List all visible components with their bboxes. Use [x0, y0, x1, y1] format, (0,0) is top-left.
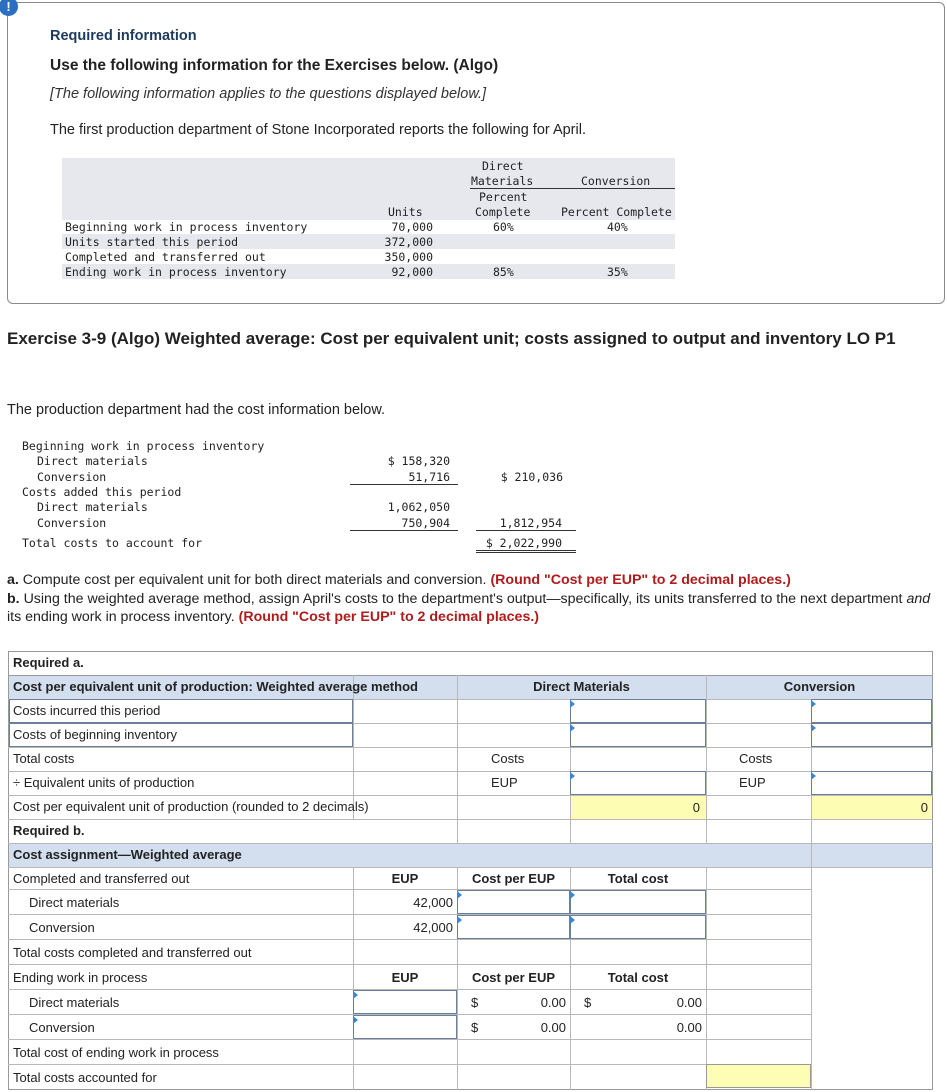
conv-eup-input[interactable] [811, 771, 932, 795]
row-units: 92,000 [391, 265, 433, 279]
completed-conv-cpe-input[interactable] [457, 915, 570, 939]
required-information-heading: Required information [50, 28, 197, 44]
conv-costs-word: Costs [739, 751, 773, 766]
total-label: Total costs to account for [22, 536, 203, 550]
bwip-total: $ 210,036 [500, 470, 563, 484]
costs-incurred-label: Costs incurred this period [13, 703, 161, 718]
ending-dm-cpe: 0.00 [540, 995, 566, 1010]
dm-costs-word: Costs [491, 751, 525, 766]
conv-costs-incurred-input[interactable] [811, 699, 932, 723]
row-conv-pct: 35% [607, 265, 628, 279]
row-conv-pct: 40% [607, 220, 628, 234]
ending-cpe-header: Cost per EUP [471, 970, 556, 985]
total-value: $ 2,022,990 [476, 536, 576, 553]
q-b-and: and [906, 590, 931, 607]
completed-conv-label: Conversion [29, 920, 95, 935]
applies-note: [The following information applies to the questions displayed below.] [50, 86, 487, 102]
ending-total-header: Total cost [607, 970, 669, 985]
dm-complete-label: Complete [475, 205, 531, 219]
bwip-label: Beginning work in process inventory [22, 439, 265, 453]
units-header: Units [388, 205, 423, 219]
row-units: 70,000 [391, 220, 433, 234]
dm-header-mid: Materials [471, 174, 534, 188]
ending-conv-label: Conversion [29, 1020, 95, 1035]
eup-label: ÷ Equivalent units of production [13, 775, 195, 790]
dm-label: Direct materials [37, 454, 148, 468]
completed-dm-label: Direct materials [29, 895, 120, 910]
q-b-text2: its ending work in process inventory. [7, 609, 235, 625]
dm-costs-incurred-input[interactable] [570, 699, 706, 723]
cost-intro-text: The production department had the cost information below. [7, 402, 386, 418]
dm-column-header: Direct Materials [533, 679, 630, 694]
added-label: Costs added this period [22, 485, 182, 499]
q-b-prefix: b. [7, 590, 24, 607]
conv-header: Conversion [581, 174, 651, 188]
q-b-round: (Round "Cost per EUP" to 2 decimal places.) [238, 609, 540, 625]
completed-dm-eup: 42,000 [413, 895, 453, 910]
exercise-title: Exercise 3-9 (Algo) Weighted average: Cost per equivalent unit; costs assigned to output and inventory LO P1 [7, 329, 896, 348]
conv-column-header: Conversion [783, 679, 856, 694]
ending-conv-total: 0.00 [676, 1020, 702, 1035]
dm-eup-word: EUP [491, 775, 518, 790]
required-a-label: Required a. [13, 655, 84, 670]
ending-dm-eup-input[interactable] [353, 990, 457, 1014]
conv-cost-per-eup: 0 [812, 796, 932, 819]
completed-conv-eup: 42,000 [413, 920, 453, 935]
q-a-text: Compute cost per equivalent unit for both direct materials and conversion. [22, 572, 487, 588]
row-units: 350,000 [384, 250, 433, 264]
ending-conv-cpe-dollar: $ [471, 1020, 479, 1035]
ending-dm-cpe-dollar: $ [471, 995, 479, 1010]
ending-eup-header: EUP [391, 970, 419, 985]
row-units: 372,000 [384, 235, 433, 249]
question-text [7, 571, 942, 627]
dm-value: $ 158,320 [387, 454, 450, 468]
intro-text: The first production department of Stone Incorporated reports the following for April. [50, 122, 586, 138]
cost-per-eup-label: Cost per equivalent unit of production (rounded to 2 decimals) [13, 799, 369, 814]
cost-per-eup-header: Cost per EUP [471, 871, 556, 886]
dm-costs-beginning-input[interactable] [570, 723, 706, 747]
completed-conv-total-input[interactable] [570, 915, 706, 939]
q-a-round: (Round "Cost per EUP" to 2 decimal places.) [490, 572, 791, 588]
added-dm-label: Direct materials [37, 500, 148, 514]
row-label: Completed and transferred out [65, 250, 266, 264]
total-cost-header: Total cost [607, 871, 669, 886]
conv-value: 51,716 [350, 470, 458, 485]
total-completed-label: Total costs completed and transferred out [13, 945, 252, 960]
total-costs-label: Total costs [13, 751, 75, 766]
ending-conv-eup-input[interactable] [353, 1015, 457, 1039]
conv-label: Conversion [37, 470, 107, 484]
use-following-heading: Use the following information for the Exercises below. (Algo) [50, 57, 499, 74]
answer-grid [8, 651, 933, 1090]
q-b-text1: Using the weighted average method, assign April's costs to the department's output—specifically, its units transferred to the next department [23, 590, 903, 607]
row-label: Units started this period [65, 235, 239, 249]
a-section-title: Cost per equivalent unit of production: Weighted average method [13, 679, 418, 694]
completed-dm-total-input[interactable] [570, 890, 706, 914]
ending-dm-total: 0.00 [676, 995, 702, 1010]
row-dm-pct: 60% [493, 220, 514, 234]
ending-dm-label: Direct materials [29, 995, 120, 1010]
added-dm-value: 1,062,050 [387, 500, 450, 514]
dm-cost-per-eup: 0 [571, 796, 706, 819]
alert-icon: ! [0, 0, 18, 16]
added-total: 1,812,954 [476, 516, 576, 531]
conv-costs-beginning-input[interactable] [811, 723, 932, 747]
eup-header: EUP [391, 871, 419, 886]
total-ending-label: Total cost of ending work in process [13, 1045, 219, 1060]
completed-label: Completed and transferred out [13, 871, 190, 886]
row-dm-pct: 85% [493, 265, 514, 279]
costs-beginning-label: Costs of beginning inventory [13, 727, 178, 742]
conv-eup-word: EUP [739, 775, 766, 790]
total-accounted-label: Total costs accounted for [13, 1070, 157, 1085]
total-accounted-value [706, 1064, 811, 1088]
dm-header-top: Direct [482, 159, 524, 173]
added-conv-value: 750,904 [350, 516, 458, 531]
completed-dm-cpe-input[interactable] [457, 890, 570, 914]
ending-wip-label: Ending work in process [13, 970, 148, 985]
ending-conv-cpe: 0.00 [540, 1020, 566, 1035]
row-label: Beginning work in process inventory [65, 220, 308, 234]
dm-eup-input[interactable] [570, 771, 706, 795]
conv-percent-complete-label: Percent Complete [561, 205, 672, 219]
ending-dm-total-dollar: $ [584, 995, 592, 1010]
q-a-prefix: a. [7, 572, 23, 588]
dm-percent-label: Percent [479, 190, 528, 204]
added-conv-label: Conversion [37, 516, 107, 530]
b-section-title: Cost assignment—Weighted average [13, 847, 242, 862]
row-label: Ending work in process inventory [65, 265, 287, 279]
required-b-label: Required b. [13, 823, 85, 838]
